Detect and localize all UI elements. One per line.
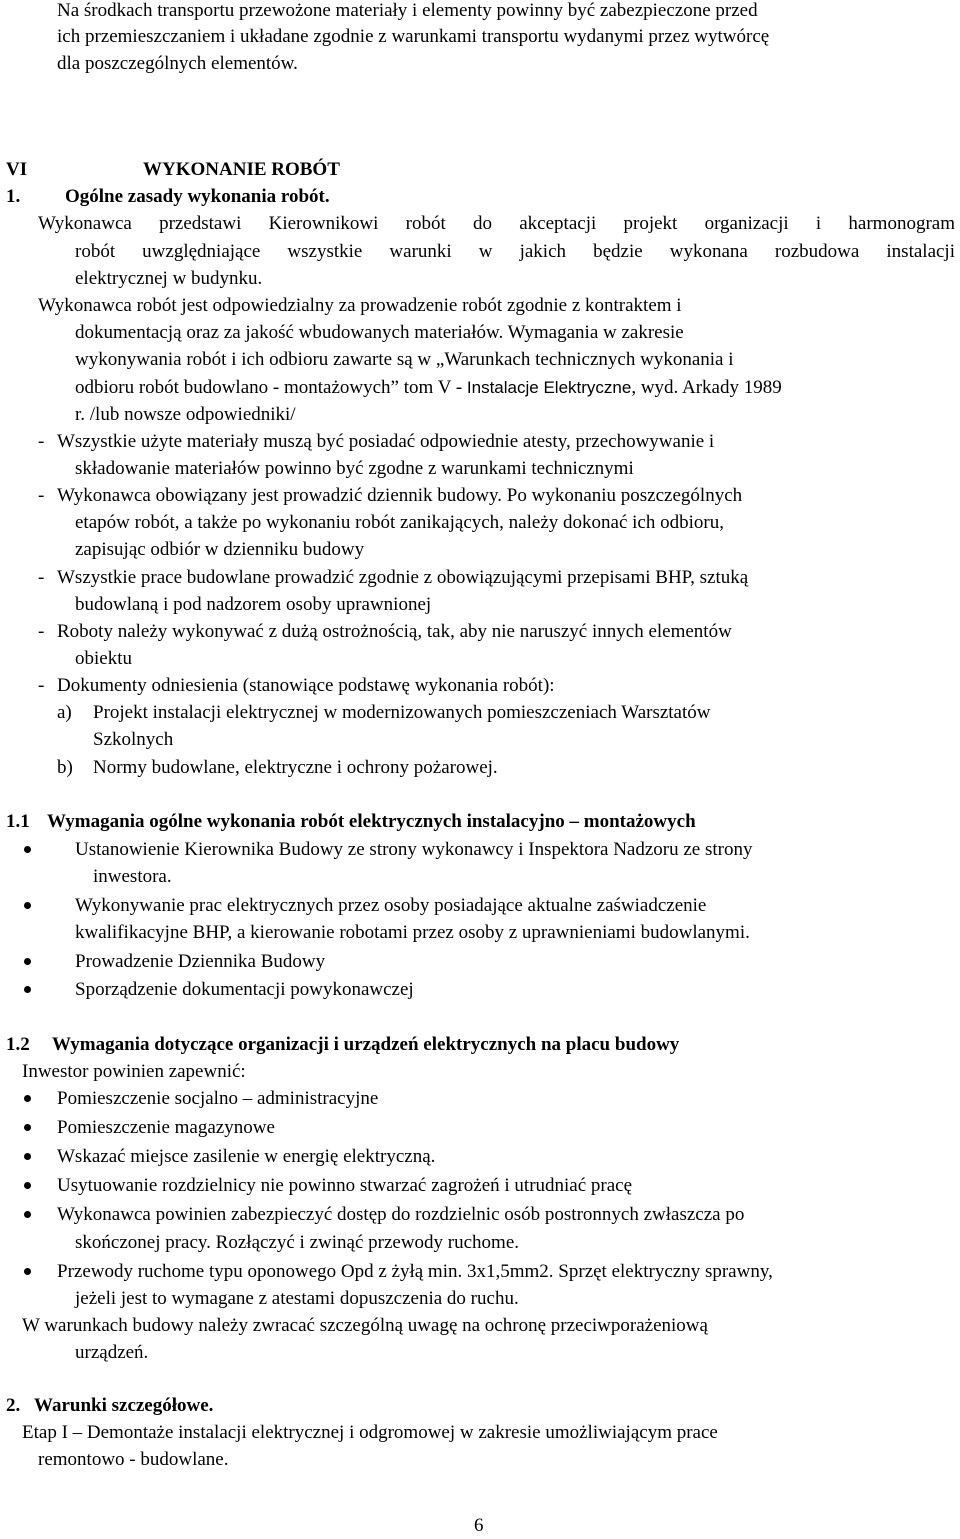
para1-line-3: elektrycznej w budynku. xyxy=(75,268,263,289)
s12-item-1: Pomieszczenie socjalno – administracyjne xyxy=(57,1088,379,1109)
doc-b-label: b) xyxy=(57,757,73,778)
para1-line-1: Wykonawca przedstawi Kierownikowi robót do akceptacji projekt organizacji i harmonogram xyxy=(38,213,955,234)
dash-item-1-line-1: Wszystkie użyte materiały muszą być posiadać odpowiednie atesty, przechowywanie i xyxy=(57,431,715,452)
intro-line-1: Na środkach transportu przewożone materiały i elementy powinny być zabezpieczone przed xyxy=(57,0,758,21)
bullet-dot xyxy=(24,958,31,965)
dash-marker: - xyxy=(38,567,45,588)
s12-item-2: Pomieszczenie magazynowe xyxy=(57,1117,275,1138)
dash-item-5-line-1: Dokumenty odniesienia (stanowiące podstawę wykonania robót): xyxy=(57,675,555,696)
para2-line-1: Wykonawca robót jest odpowiedzialny za prowadzenie robót zgodnie z kontraktem i xyxy=(38,295,682,316)
section-1-1-number: 1.1 xyxy=(6,811,30,832)
bullet-dot xyxy=(24,1211,31,1218)
dash-item-4-line-1: Roboty należy wykonywać z dużą ostrożnością, tak, aby nie naruszyć innych elementów xyxy=(57,621,732,642)
para2-line-5: r. /lub nowsze odpowiedniki/ xyxy=(75,404,296,425)
dash-marker: - xyxy=(38,621,45,642)
dash-marker: - xyxy=(38,675,45,696)
doc-a-line-1: Projekt instalacji elektrycznej w modernizowanych pomieszczeniach Warsztatów xyxy=(93,702,711,723)
bullet-dot xyxy=(24,902,31,909)
dash-item-2-line-1: Wykonawca obowiązany jest prowadzić dziennik budowy. Po wykonaniu poszczególnych xyxy=(57,485,743,506)
dash-item-3-line-2: budowlaną i pod nadzorem osoby uprawnionej xyxy=(75,594,432,615)
para2-line-2: dokumentacją oraz za jakość wbudowanych materiałów. Wymagania w zakresie xyxy=(75,322,684,343)
intro-line-2: ich przemieszczaniem i układane zgodnie z warunkami transportu wydanymi przez wytwórcę xyxy=(57,26,770,47)
dash-item-1-line-2: składowanie materiałów powinno być zgodne z warunkami technicznymi xyxy=(75,458,634,479)
standard-title: Instalacje Elektryczne xyxy=(466,378,632,397)
intro-line-3: dla poszczególnych elementów. xyxy=(57,53,298,74)
dash-item-2-line-2: etapów robót, a także po wykonaniu robót zanikających, należy dokonać ich odbioru, xyxy=(75,512,724,533)
dash-marker: - xyxy=(38,431,45,452)
s12-item-6-line-2: jeżeli jest to wymagane z atestami dopuszczenia do ruchu. xyxy=(75,1288,519,1309)
s11-item-2-line-2: kwalifikacyjne BHP, a kierowanie robotami przez osoby z uprawnieniami budowlanymi. xyxy=(75,922,750,943)
para2-line-3: wykonywania robót i ich odbioru zawarte są w „Warunkach technicznych wykonania i xyxy=(75,349,734,370)
section-1-2-title: Wymagania dotyczące organizacji i urządzeń elektrycznych na placu budowy xyxy=(52,1034,680,1055)
bullet-dot xyxy=(24,986,31,993)
s12-note-line-2: urządzeń. xyxy=(75,1342,149,1363)
bullet-dot xyxy=(24,846,31,853)
section-1-number: 1. xyxy=(6,186,21,207)
dash-item-3-line-1: Wszystkie prace budowlane prowadzić zgodnie z obowiązującymi przepisami BHP, sztuką xyxy=(57,567,749,588)
doc-a-label: a) xyxy=(57,702,72,723)
para2-line-4-tail: , wyd. Arkady 1989 xyxy=(631,377,782,398)
s12-item-5-line-1: Wykonawca powinien zabezpieczyć dostęp do rozdzielnic osób postronnych zwłaszcza po xyxy=(57,1204,745,1225)
s12-item-5-line-2: skończonej pracy. Rozłączyć i zwinąć przewody ruchome. xyxy=(75,1232,520,1253)
page-number: 6 xyxy=(474,1515,484,1536)
section-2-number: 2. xyxy=(6,1395,21,1416)
section-1-1-title: Wymagania ogólne wykonania robót elektrycznych instalacyjno – montażowych xyxy=(47,811,696,832)
section-1-2-lead: Inwestor powinien zapewnić: xyxy=(22,1061,246,1082)
chapter-title: WYKONANIE ROBÓT xyxy=(143,159,340,180)
bullet-dot xyxy=(24,1182,31,1189)
para2-line-4 xyxy=(75,374,782,401)
bullet-dot xyxy=(24,1153,31,1160)
s11-item-1-line-2: inwestora. xyxy=(93,866,172,887)
dash-marker: - xyxy=(38,485,45,506)
para1-line-2: robót uwzględniające wszystkie warunki w jakich będzie wykonana rozbudowa instalacji xyxy=(75,241,955,262)
bullet-dot xyxy=(24,1124,31,1131)
section-1-title: Ogólne zasady wykonania robót. xyxy=(65,186,330,207)
section-2-title: Warunki szczegółowe. xyxy=(34,1395,214,1416)
bullet-dot xyxy=(24,1268,31,1275)
section-1-2-number: 1.2 xyxy=(6,1034,30,1055)
s11-item-2-line-1: Wykonywanie prac elektrycznych przez osoby posiadające aktualne zaświadczenie xyxy=(75,895,707,916)
para2-line-4-text: odbioru robót budowlano - montażowych” tom V - xyxy=(75,377,467,398)
stage-line-2: remontowo - budowlane. xyxy=(38,1449,229,1470)
chapter-number: VI xyxy=(6,159,28,180)
bullet-dot xyxy=(24,1095,31,1102)
s12-item-4: Usytuowanie rozdzielnicy nie powinno stwarzać zagrożeń i utrudniać pracę xyxy=(57,1175,633,1196)
s11-item-1-line-1: Ustanowienie Kierownika Budowy ze strony wykonawcy i Inspektora Nadzoru ze strony xyxy=(75,839,753,860)
dash-item-4-line-2: obiektu xyxy=(75,648,132,669)
s11-item-3: Prowadzenie Dziennika Budowy xyxy=(75,951,326,972)
s12-note-line-1: W warunkach budowy należy zwracać szczególną uwagę na ochronę przeciwporażeniową xyxy=(22,1315,708,1336)
s12-item-6-line-1: Przewody ruchome typu oponowego Opd z żyłą min. 3x1,5mm2. Sprzęt elektryczny sprawny, xyxy=(57,1261,773,1282)
doc-a-line-2: Szkolnych xyxy=(93,729,174,750)
stage-line-1: Etap I – Demontaże instalacji elektrycznej i odgromowej w zakresie umożliwiającym prace xyxy=(22,1422,718,1443)
s11-item-4: Sporządzenie dokumentacji powykonawczej xyxy=(75,979,414,1000)
s12-item-3: Wskazać miejsce zasilenie w energię elektryczną. xyxy=(57,1146,436,1167)
doc-b-line-1: Normy budowlane, elektryczne i ochrony pożarowej. xyxy=(93,757,498,778)
dash-item-2-line-3: zapisując odbiór w dzienniku budowy xyxy=(75,539,365,560)
